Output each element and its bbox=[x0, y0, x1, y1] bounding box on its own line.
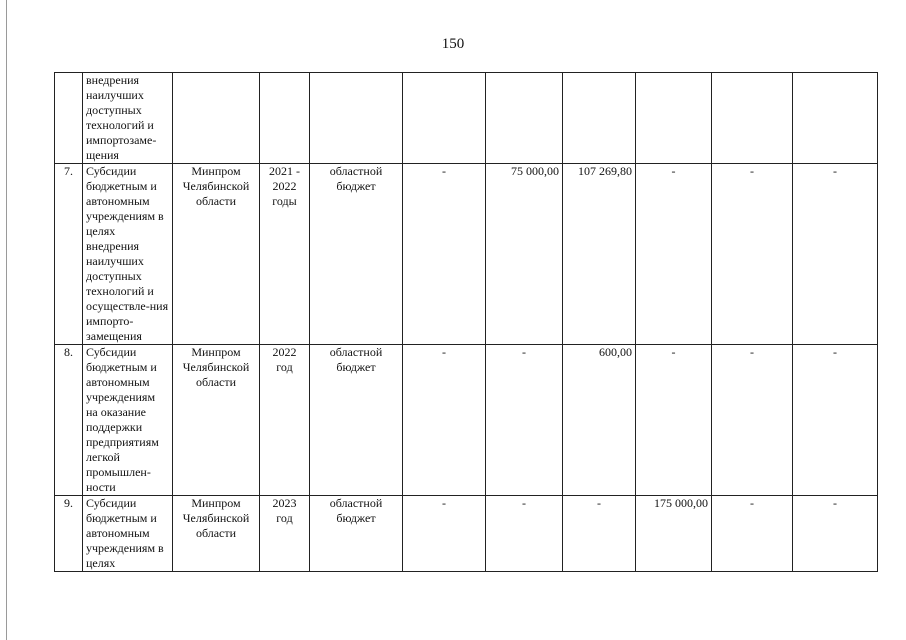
measure-name: Субсидии бюджетным и автономным учреждениям в целях внедрения наилучших доступных технологий и осуществле-ния импорто-замещения bbox=[83, 164, 173, 345]
value-cell: - bbox=[712, 345, 793, 496]
value-cell: 75 000,00 bbox=[486, 164, 563, 345]
value-cell: - bbox=[712, 164, 793, 345]
value-cell: - bbox=[636, 164, 712, 345]
measure-name: Субсидии бюджетным и автономным учреждениям в целях bbox=[83, 496, 173, 572]
executor: Минпром Челябинской области bbox=[173, 345, 260, 496]
value-cell: - bbox=[712, 496, 793, 572]
value-cell bbox=[486, 73, 563, 164]
table-row bbox=[55, 345, 878, 496]
term: 2021 - 2022 годы bbox=[260, 164, 310, 345]
value-cell bbox=[563, 73, 636, 164]
value-cell: - bbox=[486, 496, 563, 572]
executor: Минпром Челябинской области bbox=[173, 164, 260, 345]
table-row bbox=[55, 73, 878, 164]
value-cell: - bbox=[403, 164, 486, 345]
table-row bbox=[55, 164, 878, 345]
value-cell: - bbox=[793, 496, 878, 572]
value-cell: - bbox=[403, 345, 486, 496]
row-number bbox=[55, 73, 83, 164]
term bbox=[260, 73, 310, 164]
value-cell: - bbox=[403, 496, 486, 572]
value-cell bbox=[712, 73, 793, 164]
row-number: 7. bbox=[55, 164, 83, 345]
funding-source: областной бюджет bbox=[310, 164, 403, 345]
measure-name: внедрения наилучших доступных технологий и импортозаме-щения bbox=[83, 73, 173, 164]
value-cell bbox=[636, 73, 712, 164]
page-number: 150 bbox=[441, 36, 465, 52]
executor: Минпром Челябинской области bbox=[173, 496, 260, 572]
funding-source bbox=[310, 73, 403, 164]
term: 2023 год bbox=[260, 496, 310, 572]
value-cell bbox=[403, 73, 486, 164]
funding-source: областной бюджет bbox=[310, 496, 403, 572]
program-table bbox=[54, 72, 878, 572]
value-cell: - bbox=[563, 496, 636, 572]
value-cell: - bbox=[486, 345, 563, 496]
value-cell: - bbox=[636, 345, 712, 496]
scan-edge-line bbox=[6, 0, 7, 640]
measure-name: Субсидии бюджетным и автономным учреждениям на оказание поддержки предприятиям легкой промышлен-ности bbox=[83, 345, 173, 496]
value-cell bbox=[793, 73, 878, 164]
table-row bbox=[55, 496, 878, 572]
term: 2022 год bbox=[260, 345, 310, 496]
row-number: 9. bbox=[55, 496, 83, 572]
value-cell: 175 000,00 bbox=[636, 496, 712, 572]
funding-source: областной бюджет bbox=[310, 345, 403, 496]
value-cell: 600,00 bbox=[563, 345, 636, 496]
executor bbox=[173, 73, 260, 164]
value-cell: - bbox=[793, 345, 878, 496]
row-number: 8. bbox=[55, 345, 83, 496]
value-cell: - bbox=[793, 164, 878, 345]
value-cell: 107 269,80 bbox=[563, 164, 636, 345]
